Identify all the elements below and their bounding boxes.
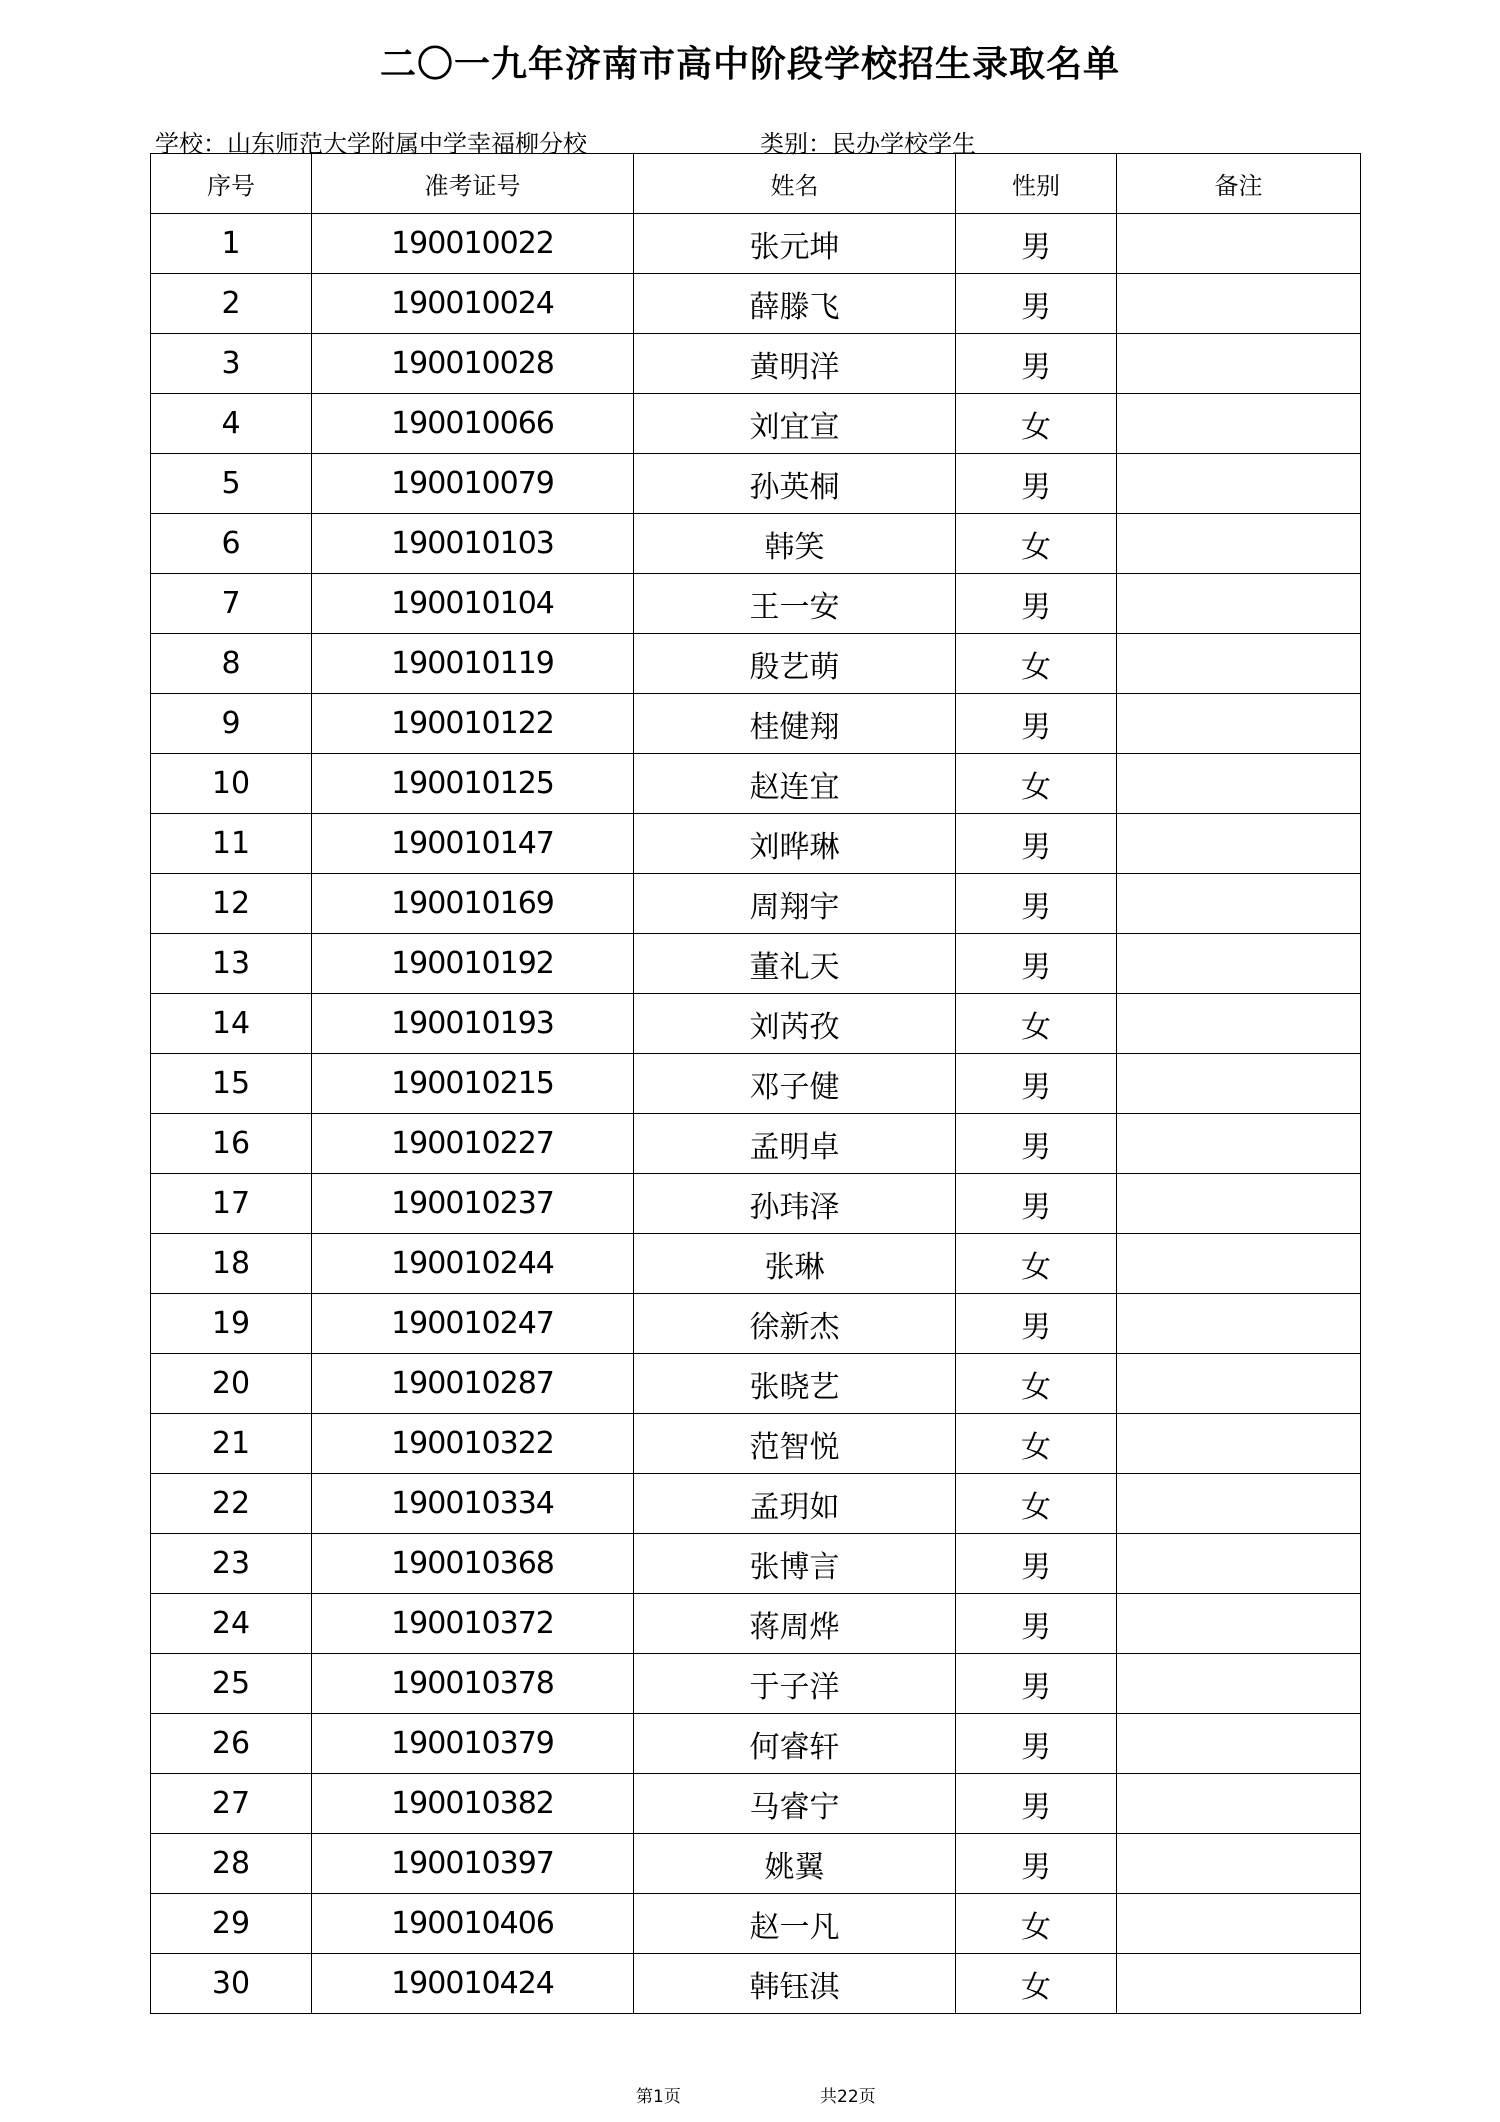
table-row <box>151 1894 1361 1954</box>
cell-exam-id: 190010079 <box>312 454 634 514</box>
cell-note <box>1117 1654 1361 1714</box>
cell-exam-id: 190010424 <box>312 1954 634 2014</box>
table-row <box>151 994 1361 1054</box>
cell-note <box>1117 1174 1361 1234</box>
cell-note <box>1117 1054 1361 1114</box>
cell-gender: 男 <box>956 1174 1117 1234</box>
cell-note <box>1117 1294 1361 1354</box>
cell-no: 22 <box>151 1474 312 1534</box>
cell-gender: 男 <box>956 214 1117 274</box>
cell-no: 3 <box>151 334 312 394</box>
cell-note <box>1117 1414 1361 1474</box>
cell-name: 何睿轩 <box>634 1714 956 1774</box>
cell-gender: 男 <box>956 1114 1117 1174</box>
cell-name: 范智悦 <box>634 1414 956 1474</box>
cell-gender: 女 <box>956 994 1117 1054</box>
cell-no: 16 <box>151 1114 312 1174</box>
cell-no: 30 <box>151 1954 312 2014</box>
document-title: 二〇一九年济南市高中阶段学校招生录取名单 <box>379 44 1120 85</box>
cell-note <box>1117 1954 1361 2014</box>
cell-no: 9 <box>151 694 312 754</box>
cell-no: 25 <box>151 1654 312 1714</box>
cell-note <box>1117 754 1361 814</box>
cell-no: 15 <box>151 1054 312 1114</box>
cell-name: 董礼天 <box>634 934 956 994</box>
cell-exam-id: 190010379 <box>312 1714 634 1774</box>
cell-exam-id: 190010247 <box>312 1294 634 1354</box>
cell-gender: 女 <box>956 634 1117 694</box>
cell-note <box>1117 1834 1361 1894</box>
cell-name: 蒋周烨 <box>634 1594 956 1654</box>
cell-name: 徐新杰 <box>634 1294 956 1354</box>
cell-no: 6 <box>151 514 312 574</box>
page-number: 第1页 <box>636 2087 681 2107</box>
school-label: 学校：山东师范大学附属中学幸福柳分校 <box>155 130 587 158</box>
cell-gender: 女 <box>956 754 1117 814</box>
cell-name: 张琳 <box>634 1234 956 1294</box>
cell-note <box>1117 214 1361 274</box>
cell-note <box>1117 394 1361 454</box>
table-row <box>151 1714 1361 1774</box>
table-row <box>151 1834 1361 1894</box>
cell-exam-id: 190010104 <box>312 574 634 634</box>
cell-note <box>1117 1354 1361 1414</box>
table-row <box>151 1534 1361 1594</box>
cell-name: 张博言 <box>634 1534 956 1594</box>
table-row <box>151 1294 1361 1354</box>
column-header-gender: 性别 <box>956 154 1117 214</box>
cell-exam-id: 190010287 <box>312 1354 634 1414</box>
cell-name: 孟玥如 <box>634 1474 956 1534</box>
cell-note <box>1117 1474 1361 1534</box>
admission-table <box>150 153 1361 2014</box>
cell-exam-id: 190010368 <box>312 1534 634 1594</box>
cell-gender: 男 <box>956 1714 1117 1774</box>
cell-gender: 男 <box>956 874 1117 934</box>
cell-name: 王一安 <box>634 574 956 634</box>
cell-exam-id: 190010119 <box>312 634 634 694</box>
table-row <box>151 814 1361 874</box>
table-row <box>151 214 1361 274</box>
cell-exam-id: 190010378 <box>312 1654 634 1714</box>
cell-no: 8 <box>151 634 312 694</box>
table-row <box>151 874 1361 934</box>
cell-name: 孙英桐 <box>634 454 956 514</box>
cell-gender: 女 <box>956 1354 1117 1414</box>
table-row <box>151 1174 1361 1234</box>
table-row <box>151 1954 1361 2014</box>
cell-note <box>1117 1114 1361 1174</box>
table-row <box>151 754 1361 814</box>
table-row <box>151 694 1361 754</box>
cell-no: 19 <box>151 1294 312 1354</box>
table-row <box>151 934 1361 994</box>
cell-exam-id: 190010372 <box>312 1594 634 1654</box>
cell-exam-id: 190010382 <box>312 1774 634 1834</box>
cell-note <box>1117 934 1361 994</box>
cell-exam-id: 190010192 <box>312 934 634 994</box>
cell-no: 2 <box>151 274 312 334</box>
cell-gender: 女 <box>956 1234 1117 1294</box>
cell-no: 11 <box>151 814 312 874</box>
cell-name: 孙玮泽 <box>634 1174 956 1234</box>
table-header-row <box>151 154 1361 214</box>
cell-name: 黄明洋 <box>634 334 956 394</box>
cell-gender: 男 <box>956 454 1117 514</box>
cell-exam-id: 190010122 <box>312 694 634 754</box>
cell-no: 13 <box>151 934 312 994</box>
cell-no: 17 <box>151 1174 312 1234</box>
cell-note <box>1117 1594 1361 1654</box>
cell-exam-id: 190010193 <box>312 994 634 1054</box>
cell-exam-id: 190010103 <box>312 514 634 574</box>
cell-gender: 男 <box>956 274 1117 334</box>
cell-gender: 男 <box>956 814 1117 874</box>
cell-note <box>1117 694 1361 754</box>
cell-exam-id: 190010334 <box>312 1474 634 1534</box>
cell-gender: 女 <box>956 1894 1117 1954</box>
cell-no: 4 <box>151 394 312 454</box>
cell-no: 27 <box>151 1774 312 1834</box>
column-header-name: 姓名 <box>634 154 956 214</box>
cell-note <box>1117 334 1361 394</box>
column-header-note: 备注 <box>1117 154 1361 214</box>
table-body <box>151 214 1361 2014</box>
cell-exam-id: 190010024 <box>312 274 634 334</box>
cell-name: 孟明卓 <box>634 1114 956 1174</box>
table-row <box>151 1354 1361 1414</box>
cell-name: 殷艺萌 <box>634 634 956 694</box>
cell-no: 14 <box>151 994 312 1054</box>
cell-gender: 男 <box>956 1534 1117 1594</box>
cell-gender: 女 <box>956 514 1117 574</box>
cell-no: 24 <box>151 1594 312 1654</box>
cell-exam-id: 190010066 <box>312 394 634 454</box>
cell-no: 23 <box>151 1534 312 1594</box>
cell-exam-id: 190010215 <box>312 1054 634 1114</box>
cell-note <box>1117 574 1361 634</box>
table-row <box>151 1114 1361 1174</box>
cell-exam-id: 190010237 <box>312 1174 634 1234</box>
cell-exam-id: 190010227 <box>312 1114 634 1174</box>
cell-no: 26 <box>151 1714 312 1774</box>
cell-gender: 男 <box>956 574 1117 634</box>
cell-name: 刘芮孜 <box>634 994 956 1054</box>
cell-name: 张元坤 <box>634 214 956 274</box>
cell-gender: 男 <box>956 1054 1117 1114</box>
cell-gender: 男 <box>956 1654 1117 1714</box>
table-row <box>151 394 1361 454</box>
cell-note <box>1117 994 1361 1054</box>
cell-name: 张晓艺 <box>634 1354 956 1414</box>
table-row <box>151 334 1361 394</box>
table-row <box>151 514 1361 574</box>
cell-no: 1 <box>151 214 312 274</box>
cell-note <box>1117 1234 1361 1294</box>
cell-no: 12 <box>151 874 312 934</box>
category-label: 类别：民办学校学生 <box>760 130 976 158</box>
cell-note <box>1117 874 1361 934</box>
cell-gender: 男 <box>956 1774 1117 1834</box>
cell-name: 薛滕飞 <box>634 274 956 334</box>
table-row <box>151 574 1361 634</box>
cell-exam-id: 190010028 <box>312 334 634 394</box>
cell-note <box>1117 274 1361 334</box>
cell-name: 韩笑 <box>634 514 956 574</box>
cell-gender: 女 <box>956 1414 1117 1474</box>
cell-no: 29 <box>151 1894 312 1954</box>
table-row <box>151 1774 1361 1834</box>
cell-gender: 女 <box>956 1474 1117 1534</box>
table-row <box>151 1594 1361 1654</box>
cell-no: 5 <box>151 454 312 514</box>
table-row <box>151 1414 1361 1474</box>
cell-name: 马睿宁 <box>634 1774 956 1834</box>
cell-note <box>1117 1774 1361 1834</box>
cell-name: 于子洋 <box>634 1654 956 1714</box>
cell-gender: 男 <box>956 1594 1117 1654</box>
cell-note <box>1117 454 1361 514</box>
table-row <box>151 1474 1361 1534</box>
cell-no: 7 <box>151 574 312 634</box>
cell-note <box>1117 1894 1361 1954</box>
cell-name: 韩钰淇 <box>634 1954 956 2014</box>
cell-no: 28 <box>151 1834 312 1894</box>
column-header-exam-id: 准考证号 <box>312 154 634 214</box>
cell-gender: 女 <box>956 394 1117 454</box>
cell-gender: 男 <box>956 1834 1117 1894</box>
cell-exam-id: 190010406 <box>312 1894 634 1954</box>
table-row <box>151 274 1361 334</box>
table-row <box>151 634 1361 694</box>
cell-name: 赵连宜 <box>634 754 956 814</box>
cell-exam-id: 190010244 <box>312 1234 634 1294</box>
cell-note <box>1117 814 1361 874</box>
cell-exam-id: 190010322 <box>312 1414 634 1474</box>
cell-exam-id: 190010125 <box>312 754 634 814</box>
cell-name: 桂健翔 <box>634 694 956 754</box>
cell-name: 赵一凡 <box>634 1894 956 1954</box>
cell-name: 邓子健 <box>634 1054 956 1114</box>
cell-note <box>1117 1714 1361 1774</box>
column-header-no: 序号 <box>151 154 312 214</box>
cell-exam-id: 190010022 <box>312 214 634 274</box>
cell-note <box>1117 634 1361 694</box>
page-total: 共22页 <box>820 2087 876 2107</box>
cell-note <box>1117 1534 1361 1594</box>
cell-gender: 女 <box>956 1954 1117 2014</box>
cell-note <box>1117 514 1361 574</box>
cell-gender: 男 <box>956 334 1117 394</box>
cell-name: 刘晔琳 <box>634 814 956 874</box>
cell-gender: 男 <box>956 934 1117 994</box>
cell-name: 姚翼 <box>634 1834 956 1894</box>
table-row <box>151 1654 1361 1714</box>
cell-no: 20 <box>151 1354 312 1414</box>
table-row <box>151 1054 1361 1114</box>
cell-no: 10 <box>151 754 312 814</box>
cell-gender: 男 <box>956 694 1117 754</box>
cell-gender: 男 <box>956 1294 1117 1354</box>
cell-exam-id: 190010397 <box>312 1834 634 1894</box>
cell-name: 周翔宇 <box>634 874 956 934</box>
cell-exam-id: 190010169 <box>312 874 634 934</box>
cell-no: 18 <box>151 1234 312 1294</box>
cell-no: 21 <box>151 1414 312 1474</box>
table-row <box>151 454 1361 514</box>
cell-exam-id: 190010147 <box>312 814 634 874</box>
cell-name: 刘宜宣 <box>634 394 956 454</box>
table-row <box>151 1234 1361 1294</box>
